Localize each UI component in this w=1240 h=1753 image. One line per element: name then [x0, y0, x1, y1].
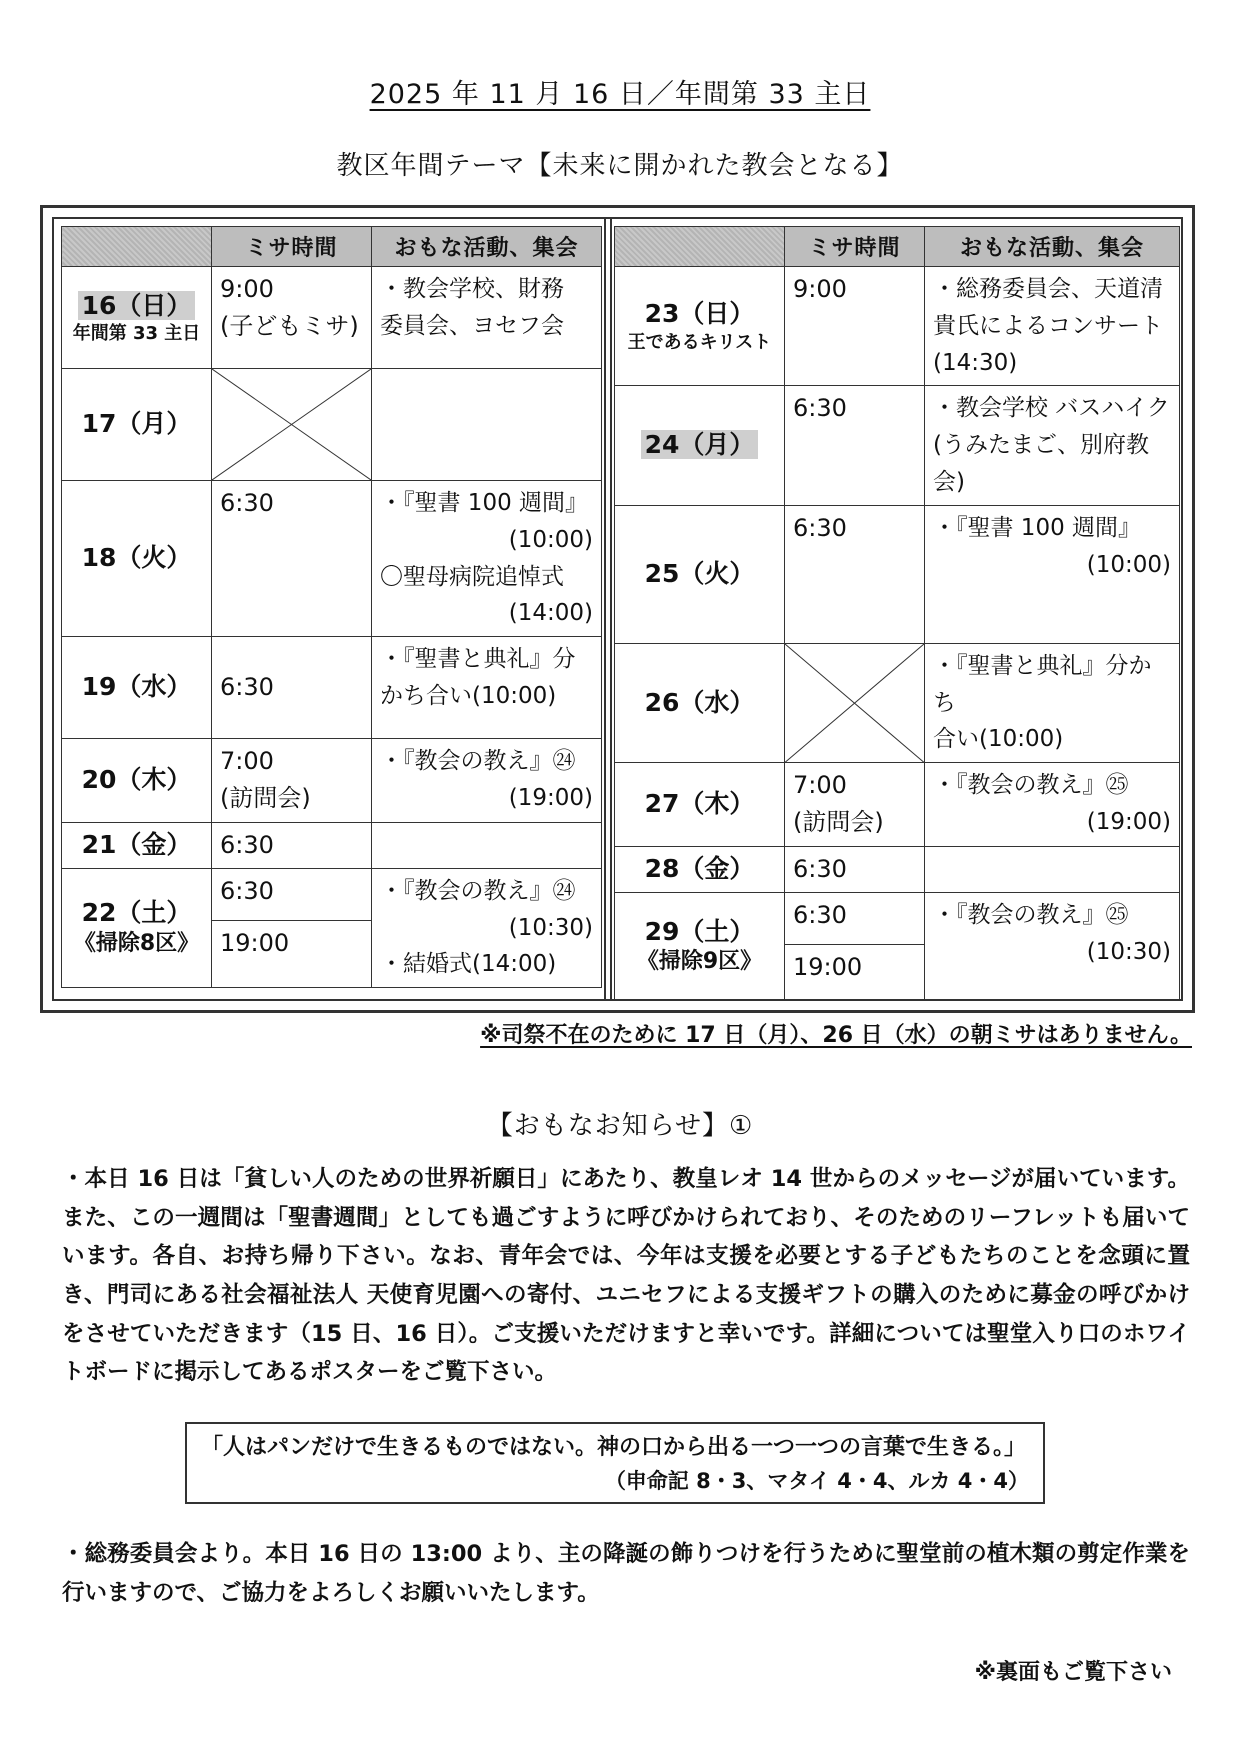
day-label: 29（土）	[644, 916, 755, 946]
activity-cell	[372, 481, 602, 637]
day-label: 22（土）	[81, 898, 192, 928]
activity-time: (14:00)	[508, 600, 593, 627]
mass-time-cell	[212, 868, 372, 987]
activity-cell	[372, 868, 602, 987]
mass-time: 6:30	[793, 513, 847, 542]
mass-time: 19:00	[220, 928, 290, 957]
mass-time-cell	[212, 637, 372, 739]
day-sub: 王であるキリスト	[627, 331, 772, 353]
activity-line: ・『教会の教え』㉔	[380, 877, 576, 904]
day-label: 19（水）	[81, 672, 192, 702]
mass-time-cell	[212, 481, 372, 637]
page-title: 2025 年 11 月 16 日／年間第 33 主日	[369, 79, 871, 110]
no-mass-note: ※司祭不在のために 17 日（月）、26 日（水）の朝ミサはありません。	[480, 1023, 1192, 1048]
cross-icon	[212, 369, 371, 480]
activity-line: ・教会学校 バスハイク	[933, 395, 1170, 422]
table-row	[62, 822, 602, 868]
scripture-reference: （申命記 8・3、マタイ 4・4、ルカ 4・4）	[604, 1469, 1029, 1493]
activity-line: ・『聖書と典礼』分かち	[933, 652, 1152, 716]
table-row	[62, 637, 602, 739]
cross-icon	[785, 644, 924, 762]
mass-time: 9:00	[793, 275, 847, 303]
day-cell	[615, 763, 785, 846]
table-row	[62, 481, 602, 637]
mass-time-cell	[785, 892, 925, 1000]
table-row	[615, 267, 1180, 386]
activity-line: 貴氏によるコンサート	[933, 312, 1163, 339]
day-cell	[62, 481, 212, 637]
table-row	[615, 643, 1180, 762]
day-label: 24（月）	[641, 430, 759, 459]
header-activities: おもな活動、集会	[372, 227, 602, 267]
activity-cell	[925, 892, 1180, 1000]
activity-cell	[925, 643, 1180, 762]
mass-time: 6:30	[220, 830, 274, 859]
activity-line: ・『教会の教え』㉕	[933, 901, 1129, 928]
table-row	[615, 386, 1180, 505]
day-label: 16（日）	[78, 291, 196, 320]
activity-cell	[372, 739, 602, 822]
day-label: 26（水）	[644, 687, 755, 717]
mass-time-cell	[785, 267, 925, 386]
day-label: 25（火）	[644, 559, 755, 589]
activity-line: ・『聖書 100 週間』	[933, 514, 1142, 541]
mass-time: 6:30	[212, 869, 371, 921]
table-row	[615, 892, 1180, 1000]
day-cell	[615, 643, 785, 762]
announcement-paragraph-1: ・本日 16 日は「貧しい人のための世界祈願日」にあたり、教皇レオ 14 世からのメッセージが届いています。また、この一週間は「聖書週間」としても過ごすように呼びかけられており、そのためのリーフレットも届いています。各自、お持ち帰り下さい。なお、青年会では、今年は支援を必要とする子どもたちのことを念頭に置き、門司にある社会福祉法人 天使育児園への寄付、ユニセフによる支援ギフトの購入のために募金の呼びかけをさせていただきます（15 日、16 日）。ご支援いただけますと幸いです。詳細については聖堂入り口のホワイトボードに掲示してあるポスターをご覧下さい。	[62, 1166, 1190, 1386]
day-label: 17（月）	[81, 409, 192, 439]
day-cell	[62, 637, 212, 739]
mass-note: (訪問会)	[793, 808, 884, 837]
table-row	[615, 763, 1180, 846]
activity-cell	[925, 846, 1180, 892]
day-cell	[62, 369, 212, 481]
day-label: 23（日）	[644, 299, 755, 329]
table-divider	[604, 219, 612, 999]
mass-time-cell	[785, 763, 925, 846]
mass-note: (子どもミサ)	[220, 312, 359, 341]
activity-line: 〇聖母病院追悼式	[380, 563, 564, 590]
activity-line: ・結婚式(14:00)	[380, 951, 557, 978]
mass-time-cell	[785, 386, 925, 505]
day-cell	[62, 267, 212, 369]
mass-time: 6:30	[793, 394, 847, 423]
mass-time-cell	[212, 267, 372, 369]
schedule-table-left	[61, 226, 602, 988]
activity-line: ・『聖書と典礼』分	[380, 646, 576, 673]
day-label: 21（金）	[81, 829, 192, 859]
activity-line: ・『教会の教え』㉔	[380, 748, 576, 775]
mass-time-cell	[785, 846, 925, 892]
activity-cell	[925, 505, 1180, 643]
day-cell	[62, 739, 212, 822]
table-row	[62, 267, 602, 369]
mass-time: 19:00	[793, 952, 863, 981]
day-label: 28（金）	[644, 853, 755, 883]
mass-time: 7:00	[220, 747, 274, 776]
no-mass-cross	[785, 643, 925, 762]
day-label: 27（木）	[644, 789, 755, 819]
day-cell	[615, 267, 785, 386]
activity-line: 委員会、ヨセフ会	[380, 312, 564, 339]
mass-time: 7:00	[793, 771, 847, 800]
table-row	[62, 739, 602, 822]
mass-time: 9:00	[220, 275, 274, 303]
day-cell	[62, 868, 212, 987]
activity-cell	[372, 369, 602, 481]
day-cell	[615, 386, 785, 505]
day-cell	[615, 892, 785, 1000]
scripture-quote-box	[185, 1422, 1045, 1504]
announcement-paragraph-2: ・総務委員会より。本日 16 日の 13:00 より、主の降誕の飾りつけを行うために聖堂前の植木類の剪定作業を行いますので、ご協力をよろしくお願いいたします。	[62, 1541, 1190, 1606]
activity-line: (14:30)	[933, 349, 1018, 376]
day-sub: 《掃除9区》	[636, 949, 763, 975]
mass-time-cell	[212, 739, 372, 822]
day-label: 18（火）	[81, 543, 192, 573]
mass-time: 6:30	[793, 854, 847, 883]
activity-time: (10:30)	[1086, 938, 1171, 965]
schedule-inner	[52, 217, 1183, 1001]
day-cell	[615, 505, 785, 643]
mass-note: (訪問会)	[220, 784, 311, 813]
activity-time: (10:00)	[1086, 551, 1171, 578]
see-reverse-note: ※裏面もご覧下さい	[974, 1660, 1172, 1685]
day-cell	[615, 846, 785, 892]
schedule-frame	[40, 205, 1195, 1013]
activity-line: ・総務委員会、天道清	[933, 276, 1163, 302]
activity-time: (19:00)	[1086, 808, 1171, 835]
day-sub: 《掃除8区》	[73, 930, 200, 956]
activity-cell	[372, 637, 602, 739]
day-cell	[62, 822, 212, 868]
table-row	[62, 868, 602, 987]
activity-line: 会)	[933, 468, 965, 495]
table-row	[62, 369, 602, 481]
header-blank	[62, 227, 212, 267]
header-mass-time: ミサ時間	[212, 227, 372, 267]
activity-line: ・『聖書 100 週間』	[380, 490, 589, 516]
activity-time: (10:30)	[508, 914, 593, 941]
activity-line: (うみたまご、別府教	[933, 432, 1149, 459]
day-label: 20（木）	[81, 765, 192, 795]
table-row	[615, 505, 1180, 643]
mass-time: 6:30	[220, 673, 274, 702]
header-activities: おもな活動、集会	[925, 227, 1180, 267]
activity-line: ・『教会の教え』㉕	[933, 772, 1129, 799]
activity-cell	[925, 386, 1180, 505]
day-sub: 年間第 33 主日	[72, 323, 201, 345]
announcements-heading: 【おもなお知らせ】①	[486, 1111, 754, 1141]
header-blank	[615, 227, 785, 267]
activity-cell	[925, 267, 1180, 386]
mass-time-cell	[212, 822, 372, 868]
activity-time: (19:00)	[508, 784, 593, 811]
schedule-table-right	[614, 226, 1180, 1001]
mass-time: 6:30	[220, 489, 274, 517]
mass-time-cell	[785, 505, 925, 643]
activity-cell	[372, 267, 602, 369]
activity-line: 合い(10:00)	[933, 726, 1064, 753]
activity-line: かち合い(10:00)	[380, 682, 557, 709]
scripture-quote: 「人はパンだけで生きるものではない。神の口から出る一つ一つの言葉で生きる。」	[201, 1435, 1027, 1460]
mass-time: 6:30	[785, 893, 924, 945]
activity-time: (10:00)	[508, 526, 593, 553]
activity-cell	[372, 822, 602, 868]
activity-cell	[925, 763, 1180, 846]
table-row	[615, 846, 1180, 892]
diocese-theme: 教区年間テーマ【未来に開かれた教会となる】	[336, 151, 904, 181]
activity-line: ・教会学校、財務	[380, 276, 564, 302]
no-mass-cross	[212, 369, 372, 481]
header-mass-time: ミサ時間	[785, 227, 925, 267]
